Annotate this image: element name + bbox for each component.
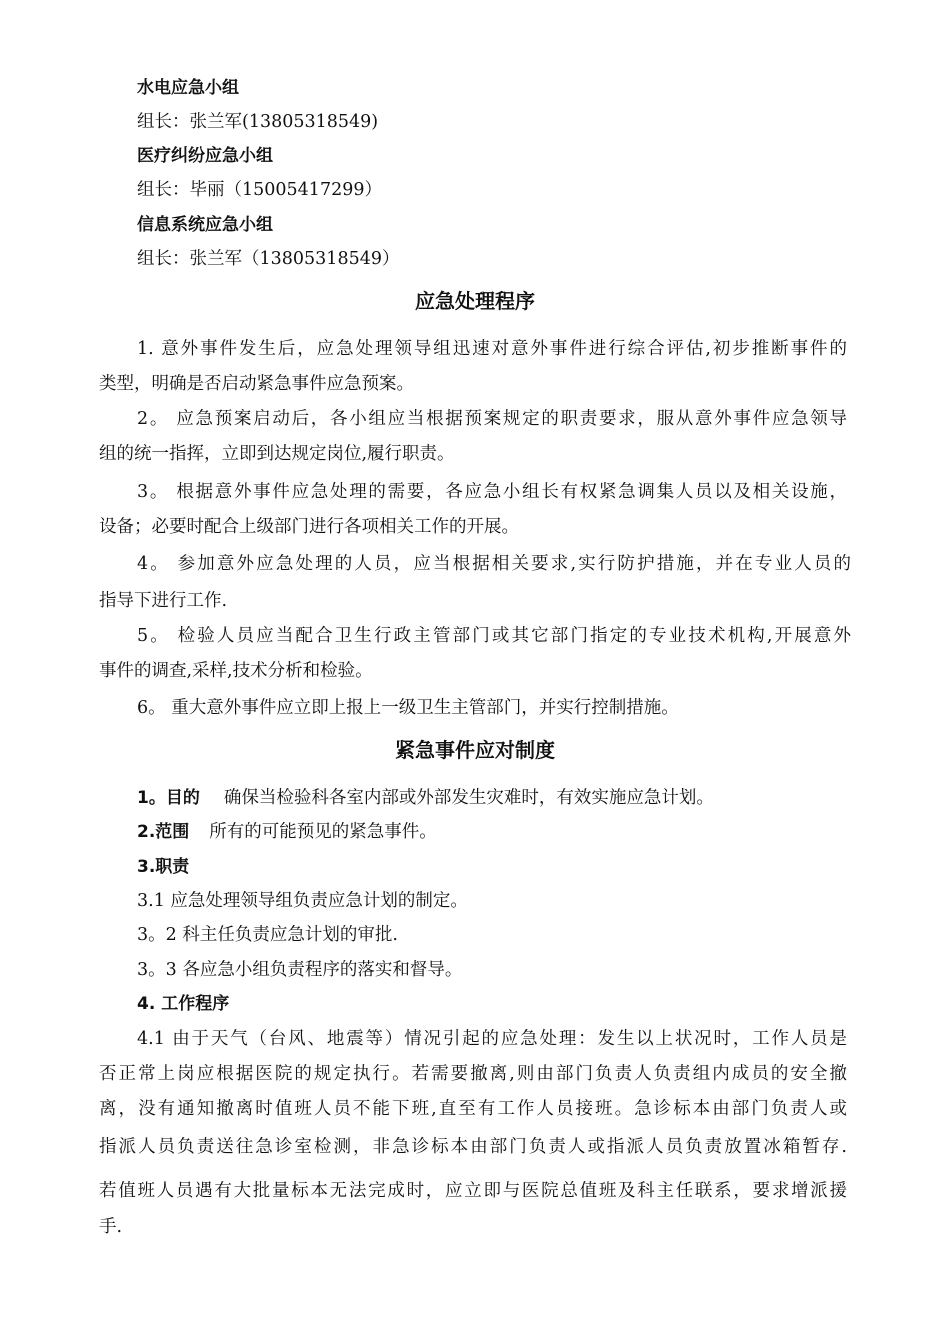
scope-text: 所有的可能预见的紧急事件。 — [209, 822, 437, 842]
scope-row — [137, 820, 437, 844]
work-line-1: 4.1 由于天气（台风、地震等）情况引起的应急处理：发生以上状况时，工作人员是 — [137, 1029, 847, 1049]
procedure-item-1-line2: 类型，明确是否启动紧急事件应急预案。 — [99, 374, 414, 394]
work-line-4: 指派人员负责送往急诊室检测，非急诊标本由部门负责人或指派人员负责放置冰箱暂存. — [99, 1137, 847, 1157]
purpose-label: 1。目的 — [137, 788, 200, 808]
procedure-item-2-line1: 2。 应急预案启动后，各小组应当根据预案规定的职责要求，服从意外事件应急领导 — [137, 409, 847, 429]
work-procedure-label: 4. 工作程序 — [137, 994, 230, 1014]
work-line-5: 若值班人员遇有大批量标本无法完成时，应立即与医院总值班及科主任联系，要求增派援 — [99, 1181, 847, 1201]
purpose-row — [137, 786, 714, 810]
procedure-item-3-line2: 设备；必要时配合上级部门进行各项相关工作的开展。 — [99, 517, 519, 537]
group-leader-information-system: 组长：张兰军（13805318549） — [137, 249, 400, 269]
group-name-information-system: 信息系统应急小组 — [137, 215, 273, 235]
work-line-2: 否正常上岗应根据医院的规定执行。若需要撤离,则由部门负责人负责组内成员的安全撤 — [99, 1064, 847, 1084]
procedure-item-4-line1: 4。 参加意外应急处理的人员，应当根据相关要求,实行防护措施，并在专业人员的 — [137, 554, 851, 574]
group-leader-water-electric: 组长：张兰军(13805318549) — [137, 112, 379, 132]
procedure-item-6-line1: 6。 重大意外事件应立即上报上一级卫生主管部门，并实行控制措施。 — [137, 698, 679, 718]
work-line-3: 离，没有通知撤离时值班人员不能下班,直至有工作人员接班。急诊标本由部门负责人或 — [99, 1099, 847, 1119]
procedure-item-5-line2: 事件的调查,采样,技术分析和检验。 — [99, 661, 373, 681]
scope-label: 2.范围 — [137, 822, 190, 842]
procedure-item-3-line1: 3。 根据意外事件应急处理的需要，各应急小组长有权紧急调集人员以及相关设施， — [137, 482, 847, 502]
procedure-title: 应急处理程序 — [415, 289, 535, 313]
duty-item-3: 3。3 各应急小组负责程序的落实和督导。 — [137, 960, 463, 980]
duty-item-1: 3.1 应急处理领导组负责应急计划的制定。 — [137, 891, 468, 911]
policy-title: 紧急事件应对制度 — [395, 738, 555, 762]
duty-label: 3.职责 — [137, 857, 190, 877]
procedure-item-1-line1: 1. 意外事件发生后，应急处理领导组迅速对意外事件进行综合评估,初步推断事件的 — [137, 339, 847, 359]
procedure-item-4-line2: 指导下进行工作. — [99, 591, 228, 611]
procedure-item-5-line1: 5。 检验人员应当配合卫生行政主管部门或其它部门指定的专业技术机构,开展意外 — [137, 626, 851, 646]
group-name-medical-dispute: 医疗纠纷应急小组 — [137, 146, 273, 166]
duty-item-2: 3。2 科主任负责应急计划的审批. — [137, 925, 398, 945]
group-name-water-electric: 水电应急小组 — [137, 78, 239, 98]
work-line-6: 手. — [99, 1217, 123, 1237]
purpose-text: 确保当检验科各室内部或外部发生灾难时，有效实施应急计划。 — [223, 788, 714, 808]
group-leader-medical-dispute: 组长：毕丽（15005417299） — [137, 180, 382, 200]
procedure-item-2-line2: 组的统一指挥，立即到达规定岗位,履行职责。 — [99, 444, 455, 464]
